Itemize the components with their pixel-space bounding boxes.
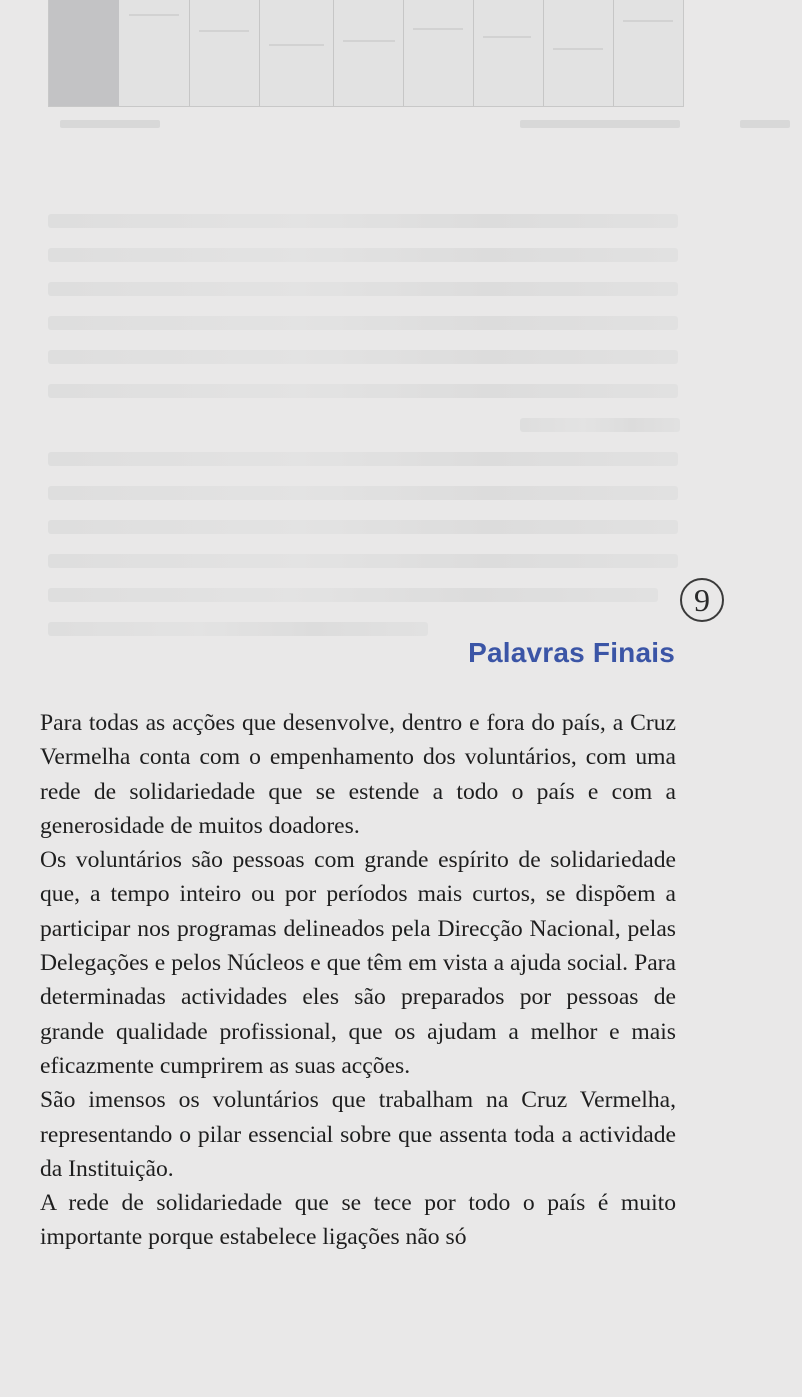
body-text: [40, 706, 676, 1255]
paragraph: Para todas as acções que desenvolve, dentro e fora do país, a Cruz Vermelha conta com o empenhamento dos voluntários, com uma rede de solidariedade que se estende a todo o país e com a generosidade de muitos doadores.: [40, 710, 676, 839]
chapter-number-badge: 9: [680, 578, 724, 622]
paragraph: Os voluntários são pessoas com grande espírito de solidariedade que, a tempo inteiro ou por períodos mais curtos, se dispõem a participar nos programas delineados pela Direcção Nacional, pelas Delegações e pelos Núcleos e que têm em vista a ajuda social. Para determinadas actividades eles são preparados por pessoas de grande qualidade profissional, que os ajudam a melhor e mais eficazmente cumprirem as suas acções.: [40, 847, 676, 1079]
chapter-title: Palavras Finais: [468, 637, 675, 668]
table-shaded-column: [49, 0, 119, 106]
paragraph: A rede de solidariedade que se tece por todo o país é muito importante porque estabelece ligações não só: [40, 1190, 676, 1251]
top-table-fragment: [48, 0, 684, 107]
paragraph: São imensos os voluntários que trabalham na Cruz Vermelha, representando o pilar essencial sobre que assenta toda a actividade da Instituição.: [40, 1087, 676, 1182]
